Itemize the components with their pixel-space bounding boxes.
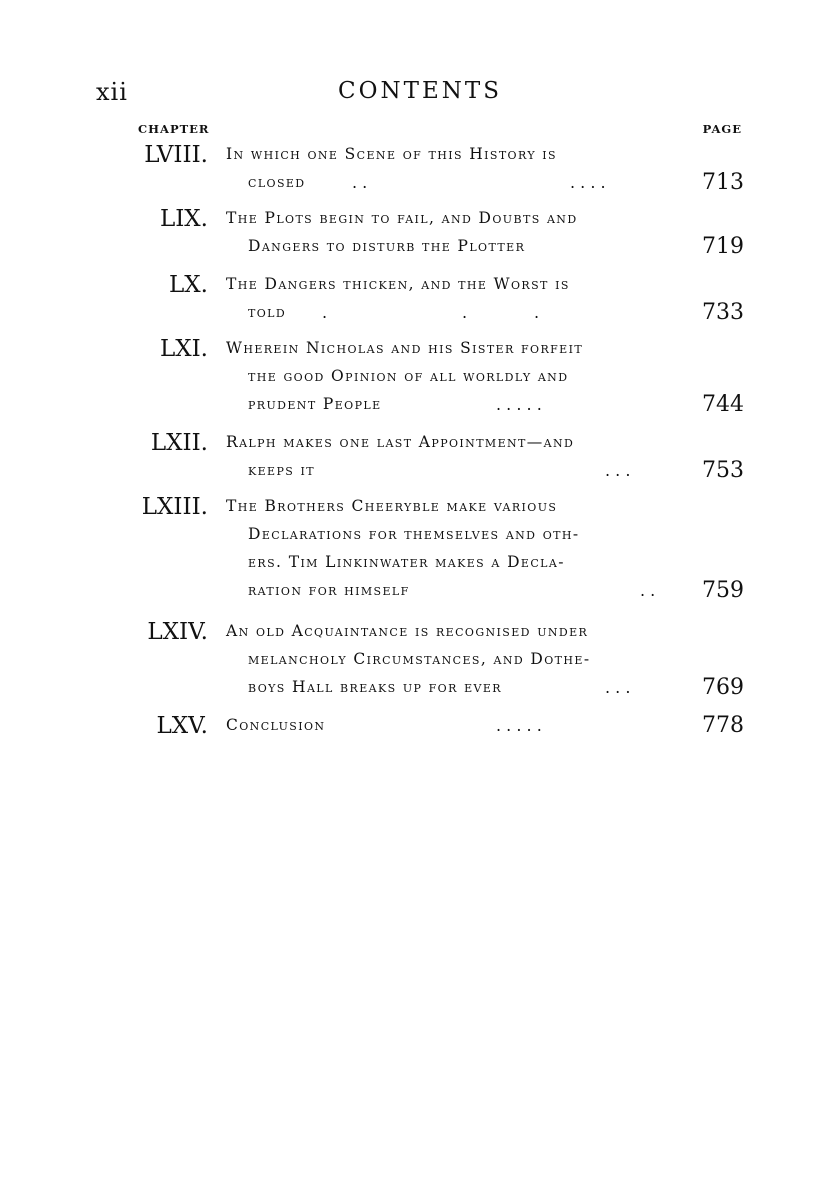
chapter-title-line: In which one Scene of this History is	[226, 145, 557, 163]
page-reference: 778	[702, 713, 744, 738]
dot-leader: .	[462, 303, 468, 322]
dot-leader: . . . . .	[496, 716, 542, 735]
page-reference: 713	[702, 170, 744, 195]
chapter-title-line: ers. Tim Linkinwater makes a Decla-	[248, 553, 565, 571]
dot-leader: .	[322, 303, 328, 322]
chapter-title-line: Ralph makes one last Appointment—and	[226, 433, 575, 451]
chapter-title-line: told	[248, 303, 287, 321]
page-title: CONTENTS	[338, 78, 502, 104]
chapter-column-header: CHAPTER	[138, 122, 210, 136]
chapter-numeral: LVIII.	[144, 142, 208, 168]
chapter-title-line: boys Hall breaks up for ever	[248, 678, 502, 696]
chapter-title-line: melancholy Circumstances, and Dothe-	[248, 650, 591, 668]
chapter-numeral: LXIII.	[141, 494, 208, 520]
chapter-title-line: The Dangers thicken, and the Worst is	[226, 275, 570, 293]
page-reference: 733	[702, 300, 744, 325]
page-reference: 744	[702, 392, 744, 417]
chapter-title-line: Wherein Nicholas and his Sister forfeit	[226, 339, 584, 357]
page-reference: 759	[702, 578, 744, 603]
chapter-numeral: LXI.	[159, 336, 208, 362]
page-number: xii	[96, 78, 128, 106]
dot-leader: . . .	[605, 678, 631, 697]
chapter-title-line: the good Opinion of all worldly and	[248, 367, 569, 385]
chapter-title-line: closed	[248, 173, 306, 191]
chapter-numeral: LXV.	[156, 713, 208, 739]
dot-leader: . .	[352, 173, 368, 192]
page-reference: 753	[702, 458, 744, 483]
chapter-title-line: keeps it	[248, 461, 316, 479]
chapter-numeral: LXII.	[150, 430, 208, 456]
chapter-title-line: ration for himself	[248, 581, 410, 599]
chapter-title-line: prudent People	[248, 395, 382, 413]
chapter-title-line: An old Acquaintance is recognised under	[226, 622, 589, 640]
dot-leader: . .	[640, 581, 656, 600]
dot-leader: . . . . .	[496, 395, 542, 414]
chapter-numeral: LIX.	[159, 206, 208, 232]
chapter-numeral: LXIV.	[147, 619, 208, 645]
dot-leader: . . . .	[570, 173, 606, 192]
chapter-numeral: LX.	[169, 272, 208, 298]
page-column-header: PAGE	[702, 122, 742, 136]
dot-leader: . . .	[605, 461, 631, 480]
chapter-title-line: Dangers to disturb the Plotter	[248, 237, 526, 255]
page-reference: 719	[702, 234, 744, 259]
chapter-title-line: Conclusion	[226, 716, 326, 734]
chapter-title-line: The Plots begin to fail, and Doubts and	[226, 209, 578, 227]
chapter-title-line: The Brothers Cheeryble make various	[226, 497, 558, 515]
dot-leader: .	[534, 303, 540, 322]
page-reference: 769	[702, 675, 744, 700]
chapter-title-line: Declarations for themselves and oth-	[248, 525, 580, 543]
